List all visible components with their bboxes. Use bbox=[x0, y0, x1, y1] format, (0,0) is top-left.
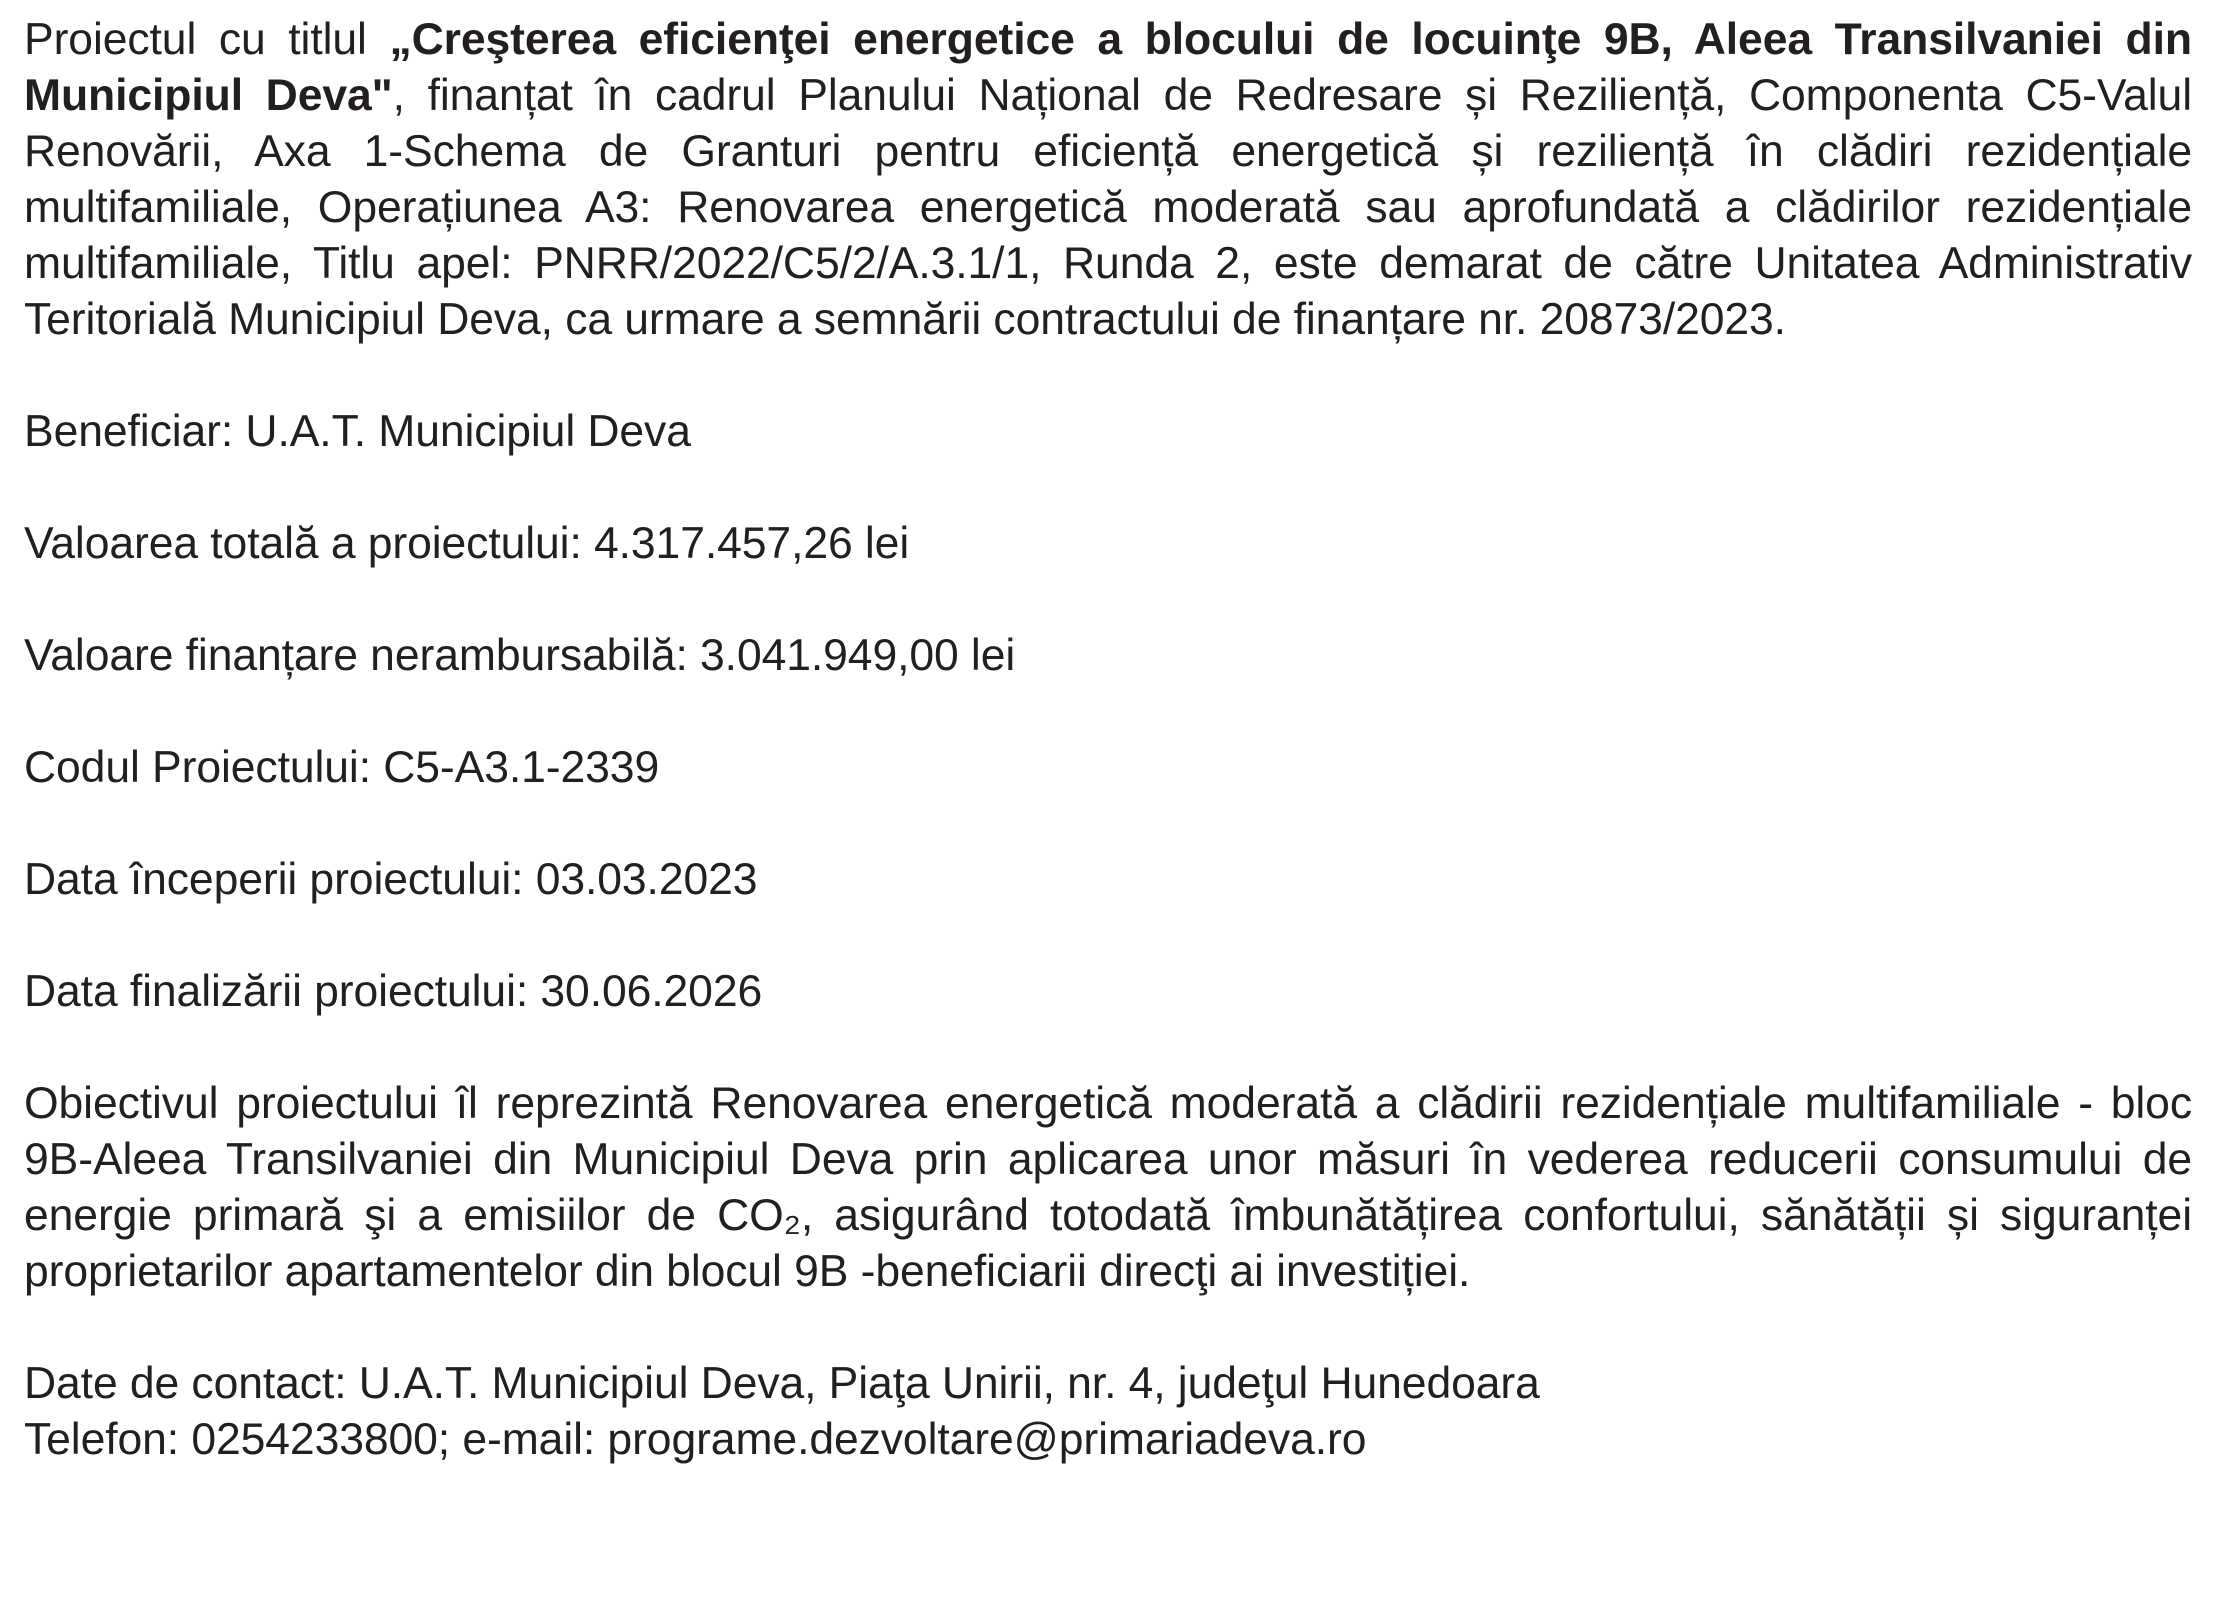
project-code-label: Codul Proiectului: bbox=[24, 743, 384, 792]
contact-address-line: Date de contact: U.A.T. Municipiul Deva, Piaţa Unirii, nr. 4, judeţul Hunedoara bbox=[24, 1359, 1540, 1408]
end-date-line bbox=[24, 964, 2192, 1020]
contact-phone-email-line: Telefon: 0254233800; e-mail: programe.dezvoltare@primariadeva.ro bbox=[24, 1415, 1367, 1464]
project-announcement-document bbox=[24, 12, 2192, 1468]
total-value-line bbox=[24, 516, 2192, 572]
objective-paragraph: Obiectivul proiectului îl reprezintă Renovarea energetică moderată a clădirii rezidențiale multifamiliale - bloc 9B-Aleea Transilvaniei din Municipiul Deva prin aplicarea unor măsuri în vederea reducerii consumului de energie primară şi a emisiilor de CO₂, asigurând totodată îmbunătățirea confortului, sănătății și siguranței proprietarilor apartamentelor din blocul 9B -beneficiarii direcţi ai investiției. bbox=[24, 1079, 2192, 1296]
project-code-value: C5-A3.1-2339 bbox=[383, 743, 660, 792]
intro-paragraph bbox=[24, 12, 2192, 348]
end-date-value: 30.06.2026 bbox=[540, 967, 763, 1016]
contact-block bbox=[24, 1356, 2192, 1468]
beneficiary-label: Beneficiar: bbox=[24, 407, 246, 456]
grant-value-label: Valoare finanțare nerambursabilă: bbox=[24, 631, 701, 680]
start-date-value: 03.03.2023 bbox=[535, 855, 758, 904]
beneficiary-value: U.A.T. Municipiul Deva bbox=[245, 407, 691, 456]
grant-value-line bbox=[24, 628, 2192, 684]
total-value-value: 4.317.457,26 lei bbox=[594, 519, 910, 568]
total-value-label: Valoarea totală a proiectului: bbox=[24, 519, 594, 568]
project-title: „Creşterea eficienţei energetice a blocului de locuinţe 9B, Aleea Transilvaniei din Municipiul Deva" bbox=[24, 15, 2192, 120]
intro-prefix: Proiectul cu titlul bbox=[24, 15, 390, 64]
intro-body: , finanțat în cadrul Planului Național de Redresare și Reziliență, Componenta C5-Valul Renovării, Axa 1-Schema de Granturi pentru eficiență energetică și reziliență în clădiri rezidențiale multifamiliale, Operațiunea A3: Renovarea energetică moderată sau aprofundată a clădirilor rezidențiale multifamiliale, Titlu apel: PNRR/2022/C5/2/A.3.1/1, Runda 2, este demarat de către Unitatea Administrativ Teritorială Municipiul Deva, ca urmare a semnării contractului de finanțare nr. 20873/2023. bbox=[24, 71, 2192, 344]
grant-value-value: 3.041.949,00 lei bbox=[700, 631, 1016, 680]
start-date-label: Data începerii proiectului: bbox=[24, 855, 536, 904]
start-date-line bbox=[24, 852, 2192, 908]
end-date-label: Data finalizării proiectului: bbox=[24, 967, 541, 1016]
project-code-line bbox=[24, 740, 2192, 796]
beneficiary-line bbox=[24, 404, 2192, 460]
